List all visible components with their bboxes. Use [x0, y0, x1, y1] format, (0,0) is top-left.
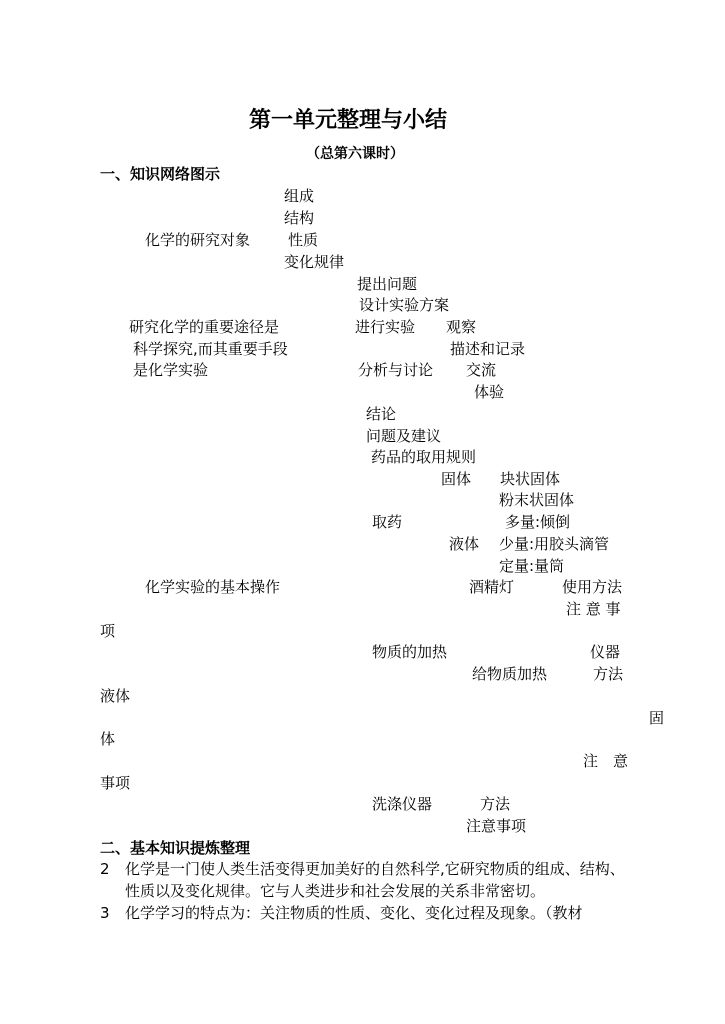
heat-label: 给物质加热	[472, 665, 548, 683]
object-item: 变化规律	[284, 253, 345, 271]
experiment-sub: 描述和记录	[450, 340, 526, 358]
washing-label: 洗涤仪器	[372, 795, 433, 813]
object-item: 性质	[288, 231, 319, 249]
liquid-item: 多量:倾倒	[505, 513, 571, 531]
inquiry-step: 分析与讨论	[358, 361, 434, 379]
washing-item: 方法	[480, 795, 511, 813]
section-heading-2: 二、基本知识提炼整理	[100, 839, 251, 857]
experiment-sub: 观察	[446, 318, 477, 336]
heat-method: 方法	[593, 665, 624, 683]
paragraph-number: 2	[100, 860, 110, 878]
page-subtitle: （总第六课时）	[306, 146, 404, 162]
paragraph-text: 化学学习的特点为：关注物质的性质、变化、变化过程及现象。（教材	[125, 904, 583, 922]
operations-root: 化学实验的基本操作	[145, 578, 281, 596]
liquid-item: 少量:用胶头滴管	[499, 535, 610, 553]
inquiry-root-line: 研究化学的重要途径是	[129, 318, 280, 336]
taking-label: 取药	[372, 513, 403, 531]
paragraph	[100, 902, 630, 924]
inquiry-step: 进行实验	[355, 318, 416, 336]
inquiry-step: 问题及建议	[366, 427, 442, 445]
object-item: 结构	[284, 209, 315, 227]
paragraph	[100, 858, 630, 902]
paragraph-number: 3	[100, 904, 110, 922]
solid-item: 块状固体	[500, 470, 561, 488]
lamp-usage: 使用方法	[562, 578, 623, 596]
liquid-item: 定量:量筒	[499, 557, 565, 575]
inquiry-root-line: 科学探究,而其重要手段	[133, 340, 288, 358]
page-title: 第一单元整理与小结	[249, 108, 448, 133]
lamp-label: 酒精灯	[469, 578, 515, 596]
washing-item: 注意事项	[466, 817, 527, 835]
inquiry-root-line: 是化学实验	[133, 361, 209, 379]
heating-label: 物质的加热	[372, 643, 448, 661]
inquiry-step: 结论	[366, 405, 397, 423]
solid-item: 粉末状固体	[499, 491, 575, 509]
discuss-sub: 体验	[474, 383, 505, 401]
solid-label: 固体	[441, 470, 472, 488]
heat-notes-cont: 事项	[100, 774, 131, 792]
discuss-sub: 交流	[466, 361, 497, 379]
heat-solid: 固	[649, 709, 665, 727]
heat-notes: 注 意	[583, 752, 629, 770]
object-item: 组成	[284, 187, 315, 205]
heat-solid-cont: 体	[100, 730, 116, 748]
lamp-notes-cont: 项	[100, 622, 116, 640]
lamp-notes: 注 意 事	[566, 600, 621, 618]
inquiry-step: 设计实验方案	[359, 296, 450, 314]
paragraph-text: 化学是一门使人类生活变得更加美好的自然科学,它研究物质的组成、结构、性质以及变化规律。它与人类进步和社会发展的关系非常密切。	[125, 860, 625, 900]
section-heading-1: 一、知识网络图示	[100, 165, 221, 183]
taking-rules: 药品的取用规则	[371, 448, 477, 466]
heat-instrument: 仪器	[590, 643, 621, 661]
inquiry-step: 提出问题	[357, 275, 418, 293]
object-root: 化学的研究对象	[145, 231, 251, 249]
liquid-label: 液体	[449, 535, 480, 553]
heat-liquid: 液体	[100, 687, 131, 705]
